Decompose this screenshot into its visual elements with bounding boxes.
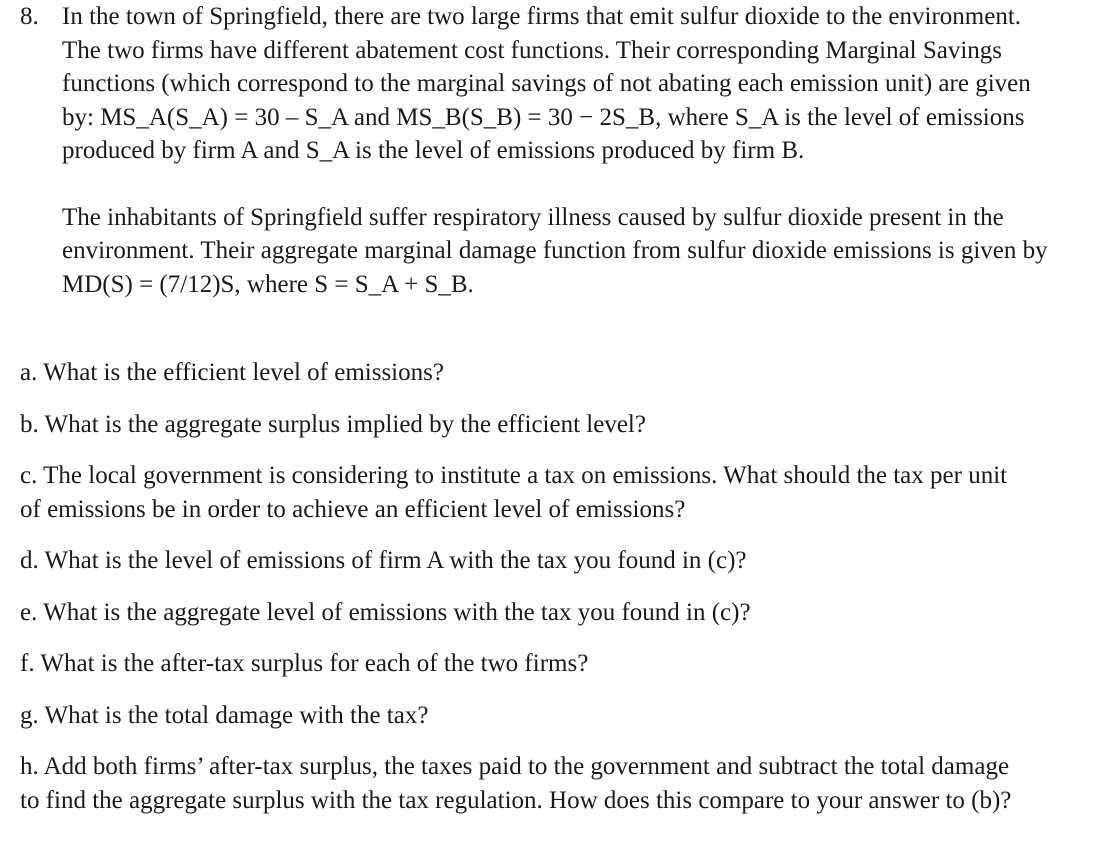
paragraph-spacer [62,168,1062,201]
question-d: d. What is the level of emissions of firm A with the tax you found in (c)? [20,547,747,574]
problem-paragraph-damage: The inhabitants of Springfield suffer respiratory illness caused by sulfur dioxide present in the environment. Their aggregate marginal damage function from sulfur dioxide emissions is given by MD(S) = (7/12)S, where S = S_A + S_B. [62,203,1048,298]
problem-paragraph-firms: In the town of Springfield, there are two large firms that emit sulfur dioxide to the environment. The two firms have different abatement cost functions. Their corresponding Marginal Savings functions (which correspond to the marginal savings of not abating each emission unit) are given by: MS_A(S_A) = 30 – S_A and MS_B(S_B) = 30 − 2S_B, where S_A is the level of emissions produced by firm A and S_A is the level of emissions produced by firm B. [62,3,1031,164]
problem-body [62,0,1062,301]
problem-statement [20,0,1100,301]
question-list [20,356,1020,835]
question-f: f. What is the after-tax surplus for each of the two firms? [20,650,589,677]
question-a: a. What is the efficient level of emissions? [20,359,444,386]
problem-number: 8. [20,3,39,30]
question-b: b. What is the aggregate surplus implied by the efficient level? [20,410,646,438]
question-e: e. What is the aggregate level of emissions with the tax you found in (c)? [20,598,751,626]
question-h: h. Add both firms’ after-tax surplus, the taxes paid to the government and subtract the total damage to find the aggregate surplus with the tax regulation. How does this compare to your answer to (b)? [20,753,1012,814]
question-c: c. The local government is considering to institute a tax on emissions. What should the tax per unit of emissions be in order to achieve an efficient level of emissions? [20,462,1008,523]
question-g: g. What is the total damage with the tax? [20,701,429,729]
